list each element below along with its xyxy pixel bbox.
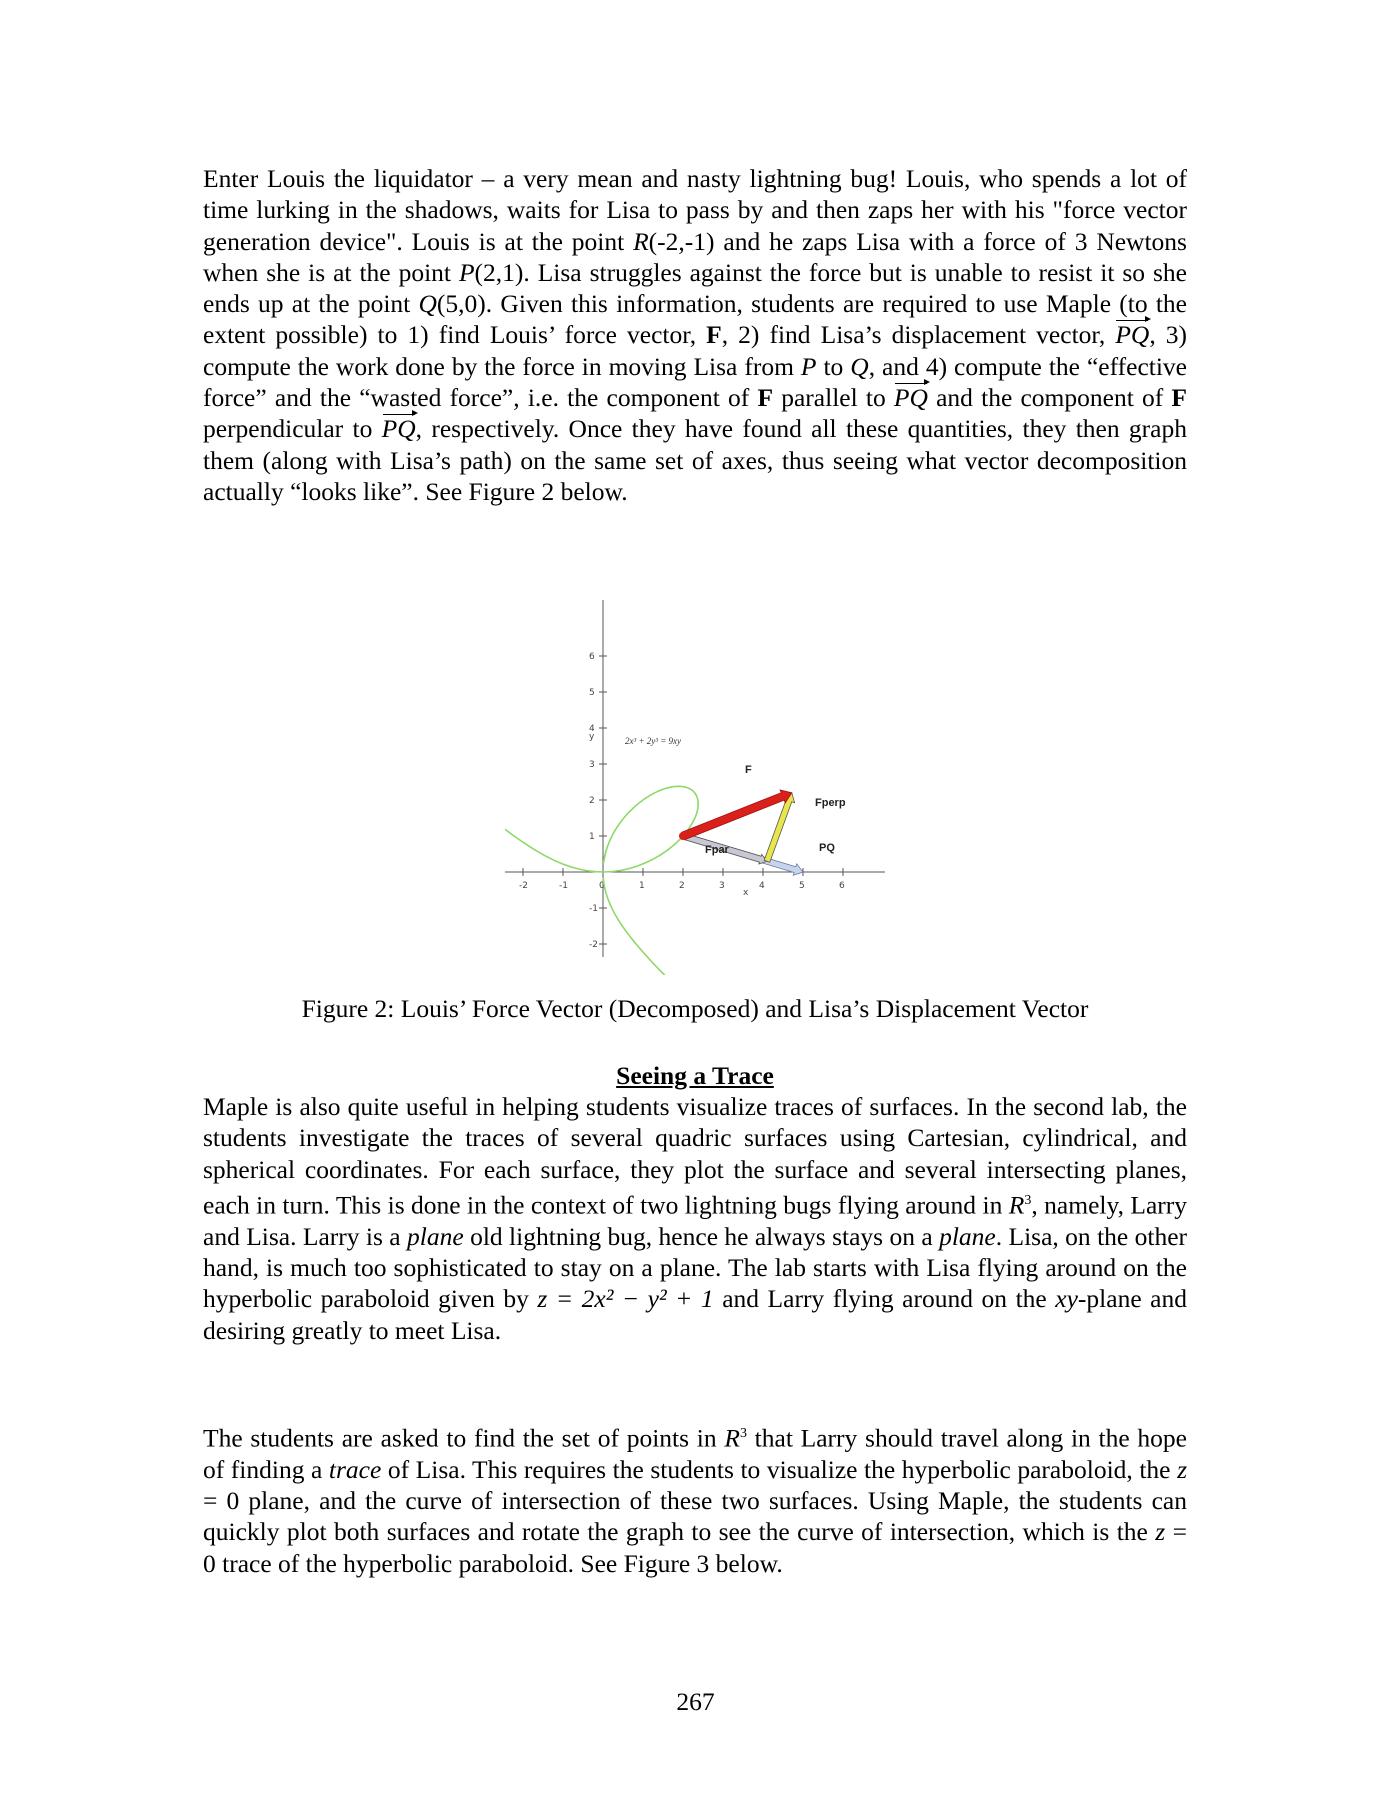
text: = 0 trace of the hyperbolic paraboloid. See Figure 3 below.: [203, 1517, 1187, 1578]
label-pq: PQ: [819, 842, 835, 854]
figure-force-decomposition: [505, 595, 885, 975]
text: Maple is also quite useful in helping students visualize traces of surfaces. In the second lab, the students investigate the traces of several quadric surfaces using Cartesian, cylindrical, and spherical coordinates. For each surface, they plot the surface and several intersecting planes, each in turn. This is done in the context of two lightning bugs flying around in: [203, 1092, 1187, 1220]
y-tick-label: -2: [589, 940, 598, 950]
text: perpendicular to: [203, 414, 382, 444]
y-tick-label: 2: [589, 796, 595, 806]
text: (5,0). Given this information, students are required to use Maple (to the extent possible) to 1) find Louis’ force vector,: [203, 289, 1188, 350]
text: (2,1). Lisa struggles against the force but is unable to resist it so she ends up at the point: [203, 257, 1187, 319]
point-q: Q: [850, 351, 869, 381]
vector-f: F: [706, 320, 722, 350]
paragraph-traces: [203, 1091, 1187, 1346]
text: parallel to: [773, 383, 894, 413]
text: old lightning bug, hence he always stays on a: [463, 1221, 940, 1251]
y-tick-label: 3: [589, 760, 595, 770]
point-q: Q: [418, 289, 437, 319]
page-number: 267: [676, 1687, 715, 1716]
text: , namely, Larry and Lisa. Larry is a: [203, 1190, 1188, 1251]
text: , and 4) compute the “effective force” and the “wasted force”, i.e. the component of: [203, 351, 1187, 413]
point-p: P: [458, 257, 475, 287]
y-tick-label: 5: [589, 688, 595, 698]
paragraph-larry: [203, 1418, 1187, 1579]
x-tick-label: 3: [719, 881, 725, 891]
text: , 2) find Lisa’s displacement vector,: [721, 320, 1116, 350]
y-axis-label: y: [589, 732, 595, 742]
label-fpar: Fpar: [705, 844, 729, 856]
label-fperp: Fperp: [815, 797, 846, 809]
emphasis: trace: [328, 1454, 382, 1484]
x-tick-label: 5: [799, 881, 805, 891]
point-p-marker: [679, 832, 687, 840]
figure-caption: Figure 2: Louis’ Force Vector (Decomposed) and Lisa’s Displacement Vector: [301, 994, 1089, 1023]
text: = 0 plane, and the curve of intersection of these two surfaces. Using Maple, the students can quickly plot both surfaces and rotate the graph to see the curve of intersection, which is the: [203, 1486, 1187, 1547]
r3-symbol: R: [724, 1423, 740, 1453]
text: , respectively. Once they have found all these quantities, they then graph them (along with Lisa’s path) on the same set of axes, thus seeing what vector decomposition actually “looks like”. See Figure 2 below.: [203, 414, 1187, 506]
point-r: R: [633, 226, 649, 256]
emphasis: xy: [1055, 1284, 1078, 1314]
superscript: 3: [739, 1426, 747, 1441]
emphasis: plane: [939, 1221, 996, 1251]
text: The students are asked to find the set of points in: [203, 1423, 725, 1453]
x-tick-label: 0: [599, 881, 605, 891]
text: (-2,-1) and he zaps Lisa with a force of 3 Newtons when she is at the point: [203, 226, 1187, 287]
paragraph-louis: [203, 163, 1187, 507]
text: . Lisa, on the other hand, is much too sophisticated to stay on a plane. The lab starts with Lisa flying around on the hyperbolic paraboloid given by: [203, 1221, 1188, 1314]
x-axis-label: x: [743, 888, 749, 898]
x-tick-label: 6: [839, 881, 845, 891]
x-tick-label: 2: [679, 881, 685, 891]
text: and Larry flying around on the: [713, 1284, 1056, 1314]
text: -plane and desiring greatly to meet Lisa.: [203, 1284, 1187, 1345]
text: , 3) compute the work done by the force in moving Lisa from: [203, 320, 1187, 381]
x-tick-label: 1: [639, 881, 645, 891]
curve-label: 2x³ + 2y³ = 9xy: [625, 736, 682, 746]
text: to: [816, 351, 851, 381]
emphasis: z: [1155, 1517, 1166, 1547]
y-tick-label: 6: [589, 652, 595, 662]
equation: z = 2x² − y² + 1: [537, 1284, 714, 1314]
section-heading: Seeing a Trace: [616, 1061, 774, 1090]
x-tick-label: -2: [519, 881, 528, 891]
vector-f: F: [757, 383, 774, 413]
text: that Larry should travel along in the hope of finding a: [203, 1423, 1187, 1484]
y-tick-label: -1: [589, 904, 598, 914]
r3-symbol: R: [1008, 1190, 1025, 1220]
emphasis: z: [1177, 1454, 1187, 1484]
point-p: P: [800, 351, 817, 381]
vector-pq: PQ: [1115, 320, 1150, 350]
vector-pq: PQ: [893, 383, 928, 413]
text: Enter Louis the liquidator – a very mean and nasty lightning bug! Louis, who spends a lot of time lurking in the shadows, waits for Lisa to pass by and then zaps her with his "force vector generation device". Louis is at the point: [203, 164, 1187, 256]
y-tick-label: 4: [589, 724, 595, 734]
x-tick-label: 4: [759, 881, 765, 891]
text: of Lisa. This requires the students to visualize the hyperbolic paraboloid, the: [381, 1454, 1178, 1484]
superscript: 3: [1024, 1192, 1032, 1208]
y-ticks: [589, 652, 607, 950]
emphasis: plane: [407, 1221, 464, 1251]
x-tick-label: -1: [559, 881, 568, 891]
vector-f: F: [1171, 383, 1187, 413]
y-tick-label: 1: [589, 832, 595, 842]
text: and the component of: [927, 383, 1172, 413]
label-f: F: [745, 764, 752, 776]
vector-pq: PQ: [381, 414, 416, 444]
